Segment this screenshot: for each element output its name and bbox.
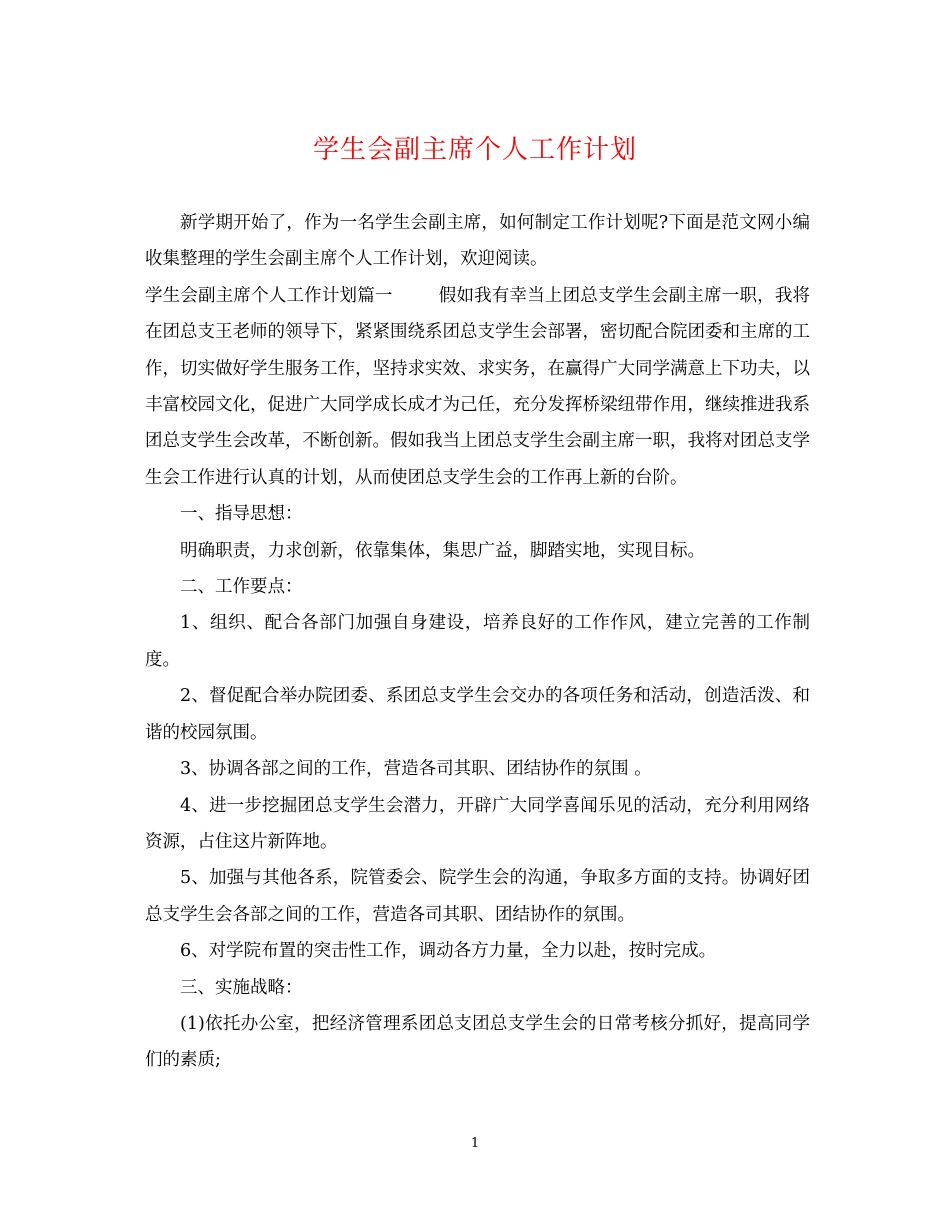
document-body [145, 205, 810, 1079]
document-title: 学生会副主席个人工作计划 [312, 135, 637, 165]
section-heading: 学生会副主席个人工作计划篇一 [145, 285, 393, 306]
strategy-item-1: (1)依托办公室，把经济管理系团总支团总支学生会的日常考核分抓好，提高同学们的素质; [145, 1013, 810, 1071]
work-point-6: 6、对学院布置的突击性工作，调动各方力量，全力以赴，按时完成。 [180, 941, 717, 962]
work-point-3: 3、协调各部之间的工作，营造各司其职、团结协作的氛围 。 [180, 759, 652, 780]
work-point-1: 1、组织、配合各部门加强自身建设，培养良好的工作作风，建立完善的工作制度。 [145, 613, 810, 670]
section-body: 假如我有幸当上团总支学生会副主席一职，我将在团总支王老师的领导下，紧紧围绕系团总支学生会部署，密切配合院团委和主席的工作，切实做好学生服务工作，坚持求实效、求实务，在赢得广大同学满意上下功夫，以丰富校园文化，促进广大同学成长成才为己任，充分发挥桥梁纽带作用，继续推进我系团总支学生会改革，不断创新。假如我当上团总支学生会副主席一职，我将对团总支学生会工作进行认真的计划，从而使团总支学生会的工作再上新的台阶。 [145, 285, 811, 488]
work-point-2: 2、督促配合举办院团委、系团总支学生会交办的各项任务和活动，创造活泼、和谐的校园氛围。 [145, 686, 810, 743]
work-point-4: 4、进一步挖掘团总支学生会潜力，开辟广大同学喜闻乐见的活动，充分利用网络资源，占住这片新阵地。 [145, 795, 810, 852]
guiding-ideas-text: 明确职责，力求创新，依靠集体，集思广益，脚踏实地，实现目标。 [180, 540, 705, 561]
heading-guiding-ideas: 一、指导思想： [180, 504, 303, 525]
intro-paragraph: 新学期开始了，作为一名学生会副主席，如何制定工作计划呢?下面是范文网小编收集整理的学生会副主席个人工作计划，欢迎阅读。 [145, 213, 810, 270]
work-point-5: 5、加强与其他各系，院管委会、院学生会的沟通，争取多方面的支持。协调好团总支学生会各部之间的工作，营造各司其职、团结协作的氛围。 [145, 868, 810, 925]
heading-work-points: 二、工作要点： [180, 577, 303, 598]
section-paragraph [145, 278, 810, 496]
page-number: 1 [470, 1136, 480, 1151]
heading-strategy: 三、实施战略： [180, 977, 303, 998]
